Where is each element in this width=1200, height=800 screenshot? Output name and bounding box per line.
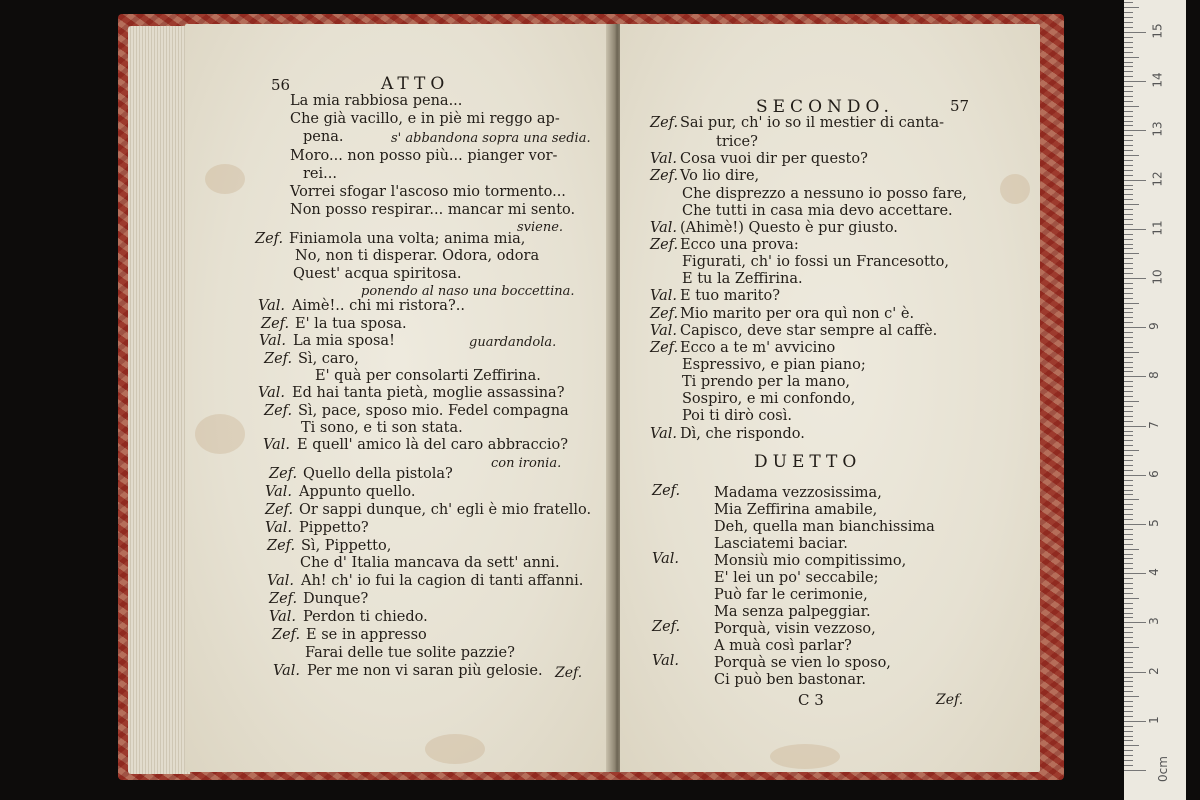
ruler-tick (1124, 362, 1133, 363)
ruler-tick (1124, 509, 1133, 510)
verse-line: E' la tua sposa. (295, 316, 407, 332)
verse-line: Che già vacillo, e in piè mi reggo ap- (290, 111, 560, 127)
left-page (185, 24, 611, 772)
ruler-tick (1124, 455, 1133, 456)
verse-line: Che d' Italia mancava da sett' anni. (300, 555, 560, 571)
ruler-tick (1124, 135, 1133, 136)
ruler-tick (1124, 731, 1133, 732)
ruler-tick (1124, 145, 1133, 146)
verse-line: Vorrei sfogar l'ascoso mio tormento... (290, 184, 566, 200)
ruler-tick (1124, 736, 1133, 737)
ruler-tick (1124, 386, 1133, 387)
ruler-label: 8 (1146, 371, 1161, 380)
ruler-tick (1124, 352, 1139, 353)
ruler-tick (1124, 504, 1133, 505)
ruler-tick (1124, 691, 1133, 692)
ruler-tick (1124, 140, 1133, 141)
ruler-tick (1124, 367, 1133, 368)
ruler-tick (1124, 558, 1133, 559)
ruler-tick (1124, 244, 1133, 245)
verse-line: Vo lio dire, (680, 168, 760, 184)
verse-line: trice? (716, 134, 758, 150)
ruler-tick (1124, 42, 1133, 43)
ruler-tick (1124, 101, 1133, 102)
ruler-tick (1124, 475, 1146, 476)
ruler-tick (1124, 47, 1133, 48)
verse-line: Finiamola una volta; anima mia, (289, 231, 526, 247)
verse-line: La mia sposa! (293, 333, 395, 349)
speaker-label: Val. (259, 333, 287, 349)
ruler-tick (1124, 263, 1133, 264)
verse-line: Monsiù mio compitissimo, (714, 553, 907, 569)
ruler-tick (1124, 308, 1133, 309)
ruler-tick (1124, 381, 1133, 382)
ruler-tick (1124, 322, 1133, 323)
stage-direction: guardandola. (469, 335, 557, 350)
ruler-tick (1124, 357, 1133, 358)
ruler-tick (1124, 288, 1133, 289)
ruler-tick (1124, 86, 1133, 87)
ruler-tick (1124, 347, 1133, 348)
stage-direction: ponendo al naso una boccettina. (361, 284, 575, 299)
verse-line: E quell' amico là del caro abbraccio? (297, 437, 568, 453)
ruler-tick (1124, 76, 1133, 77)
speaker-label: Zef. (650, 237, 679, 253)
ruler-label: 7 (1146, 420, 1161, 429)
speaker-label: Zef. (267, 538, 296, 554)
verse-line: E' lei un po' seccabile; (714, 570, 879, 586)
ruler-tick (1124, 681, 1133, 682)
ruler-tick (1124, 199, 1133, 200)
speaker-label: Zef. (650, 115, 679, 131)
ruler-label: 9 (1146, 322, 1161, 331)
ruler-label: 6 (1146, 469, 1161, 478)
verse-line: Può far le cerimonie, (714, 587, 868, 603)
speaker-label: Zef. (264, 403, 293, 419)
ruler-tick (1124, 278, 1146, 279)
ruler-tick (1124, 234, 1133, 235)
ruler-tick (1124, 524, 1146, 525)
ruler-tick (1124, 726, 1133, 727)
ruler-tick (1124, 652, 1133, 653)
stage-direction: sviene. (517, 220, 564, 235)
verse-line: Poi ti dirò così. (682, 408, 792, 424)
ruler-tick (1124, 740, 1133, 741)
ruler-tick (1124, 283, 1133, 284)
speaker-label: Zef. (650, 340, 679, 356)
speaker-label: Val. (650, 151, 678, 167)
ruler-tick (1124, 303, 1139, 304)
ruler-tick (1124, 598, 1139, 599)
ruler-tick (1124, 617, 1133, 618)
ruler-tick (1124, 539, 1133, 540)
ruler-tick (1124, 2, 1133, 3)
verse-line: Madama vezzosissima, (714, 485, 882, 501)
ruler-tick (1124, 716, 1133, 717)
stage-direction: con ironia. (491, 456, 562, 471)
verse-line: Ecco a te m' avvicino (680, 340, 836, 356)
verse-line: Sì, Pippetto, (301, 538, 392, 554)
ruler-tick (1124, 578, 1133, 579)
ruler-tick (1124, 52, 1133, 53)
speaker-label: Val. (652, 551, 680, 567)
ruler-tick (1124, 332, 1133, 333)
verse-line: Quello della pistola? (303, 466, 453, 482)
verse-line: Lasciatemi baciar. (714, 536, 848, 552)
ruler-tick (1124, 32, 1146, 33)
ruler-tick (1124, 258, 1133, 259)
ruler-label: 15 (1150, 23, 1165, 39)
ruler-tick (1124, 209, 1133, 210)
verse-line: Dì, che rispondo. (680, 426, 805, 442)
verse-line: E' quà per consolarti Zeffirina. (315, 368, 541, 384)
paper-stain (770, 744, 840, 769)
speaker-label: Val. (265, 484, 293, 500)
verse-line: Per me non vi saran più gelosie. (307, 663, 543, 679)
speaker-label: Zef. (255, 231, 284, 247)
ruler-label: 4 (1146, 568, 1161, 577)
ruler-tick (1124, 426, 1146, 427)
verse-line: Sospiro, e mi confondo, (682, 391, 856, 407)
ruler-tick (1124, 371, 1133, 372)
ruler-tick (1124, 672, 1146, 673)
speaker-label: Val. (650, 426, 678, 442)
ruler-tick (1124, 460, 1133, 461)
speaker-label: Val. (267, 573, 295, 589)
verse-line: Ti sono, e ti son stata. (301, 420, 463, 436)
verse-line: Ma senza palpeggiar. (714, 604, 871, 620)
ruler-tick (1124, 485, 1133, 486)
speaker-label: Val. (258, 385, 286, 401)
ruler-label: 10 (1150, 269, 1165, 285)
ruler-tick (1124, 185, 1133, 186)
verse-line: pena. (303, 129, 344, 145)
ruler-label: 14 (1150, 72, 1165, 88)
verse-line: Quest' acqua spiritosa. (293, 266, 462, 282)
ruler-tick (1124, 160, 1133, 161)
ruler-tick (1124, 445, 1133, 446)
ruler-tick (1124, 534, 1133, 535)
ruler-tick (1124, 416, 1133, 417)
ruler-tick (1124, 421, 1133, 422)
ruler-tick (1124, 268, 1133, 269)
verse-line: Deh, quella man bianchissima (714, 519, 935, 535)
ruler-tick (1124, 337, 1133, 338)
speaker-label: Val. (269, 609, 297, 625)
running-head: SECONDO. (756, 97, 894, 117)
page-number: 57 (950, 97, 970, 115)
ruler-tick (1124, 273, 1133, 274)
ruler-tick (1124, 401, 1139, 402)
section-title: DUETTO (754, 452, 862, 472)
ruler-tick (1124, 770, 1146, 771)
ruler-tick (1124, 494, 1133, 495)
ruler-tick (1124, 667, 1133, 668)
verse-line: A muà così parlar? (714, 638, 852, 654)
speaker-label: Val. (265, 520, 293, 536)
ruler-tick (1124, 81, 1146, 82)
ruler-tick (1124, 544, 1133, 545)
ruler-tick (1124, 622, 1146, 623)
ruler-tick (1124, 204, 1139, 205)
ruler-tick (1124, 111, 1133, 112)
ruler-tick (1124, 755, 1133, 756)
verse-line: Capisco, deve star sempre al caffè. (680, 323, 938, 339)
verse-line: Mia Zeffirina amabile, (714, 502, 878, 518)
ruler-tick (1124, 194, 1133, 195)
speaker-label: Zef. (650, 168, 679, 184)
ruler-tick (1124, 150, 1133, 151)
catchword: Zef. (936, 692, 964, 708)
ruler-tick (1124, 130, 1146, 131)
stage-direction: s' abbandona sopra una sedia. (391, 131, 591, 146)
ruler-tick (1124, 627, 1133, 628)
speaker-label: Val. (258, 298, 286, 314)
verse-line: Ti prendo per la mano, (682, 374, 851, 390)
ruler-tick (1124, 411, 1133, 412)
verse-line: Figurati, ch' io fossi un Francesotto, (682, 254, 949, 270)
ruler-tick (1124, 711, 1133, 712)
ruler-tick (1124, 391, 1133, 392)
ruler-tick (1124, 327, 1146, 328)
ruler-tick (1124, 549, 1139, 550)
ruler-tick (1124, 563, 1133, 564)
speaker-label: Zef. (269, 466, 298, 482)
ruler-label: 12 (1150, 170, 1165, 187)
verse-line: Ed hai tanta pietà, moglie assassina? (292, 385, 565, 401)
ruler-tick (1124, 465, 1133, 466)
ruler-tick (1124, 593, 1133, 594)
ruler-tick (1124, 470, 1133, 471)
verse-line: Porquà se vien lo sposo, (714, 655, 891, 671)
ruler-tick (1124, 613, 1133, 614)
ruler-tick (1124, 745, 1139, 746)
ruler-tick (1124, 677, 1133, 678)
ruler-label: 2 (1146, 666, 1161, 675)
ruler-tick (1124, 568, 1133, 569)
verse-line: Cosa vuoi dir per questo? (680, 151, 868, 167)
verse-line: Sai pur, ch' io so il mestier di canta- (680, 115, 945, 131)
speaker-label: Zef. (269, 591, 298, 607)
ruler-tick (1124, 180, 1146, 181)
right-page (620, 24, 1040, 772)
ruler-tick (1124, 12, 1133, 13)
ruler-tick (1124, 229, 1146, 230)
ruler-tick (1124, 7, 1139, 8)
speaker-label: Zef. (264, 351, 293, 367)
ruler-tick (1124, 293, 1133, 294)
ruler-tick (1124, 450, 1139, 451)
ruler-tick (1124, 657, 1133, 658)
verse-line: Sì, pace, sposo mio. Fedel compagna (298, 403, 569, 419)
verse-line: Non posso respirar... mancar mi sento. (290, 202, 576, 218)
verse-line: Che disprezzo a nessuno io posso fare, (682, 186, 967, 202)
ruler-tick (1124, 440, 1133, 441)
ruler-tick (1124, 224, 1133, 225)
ruler-tick (1124, 632, 1133, 633)
speaker-label: Zef. (265, 502, 294, 518)
ruler-tick (1124, 96, 1133, 97)
running-head: ATTO (381, 74, 450, 94)
measurement-ruler (1124, 0, 1186, 800)
verse-line: Pippetto? (299, 520, 369, 536)
ruler-tick (1124, 91, 1133, 92)
ruler-tick (1124, 588, 1133, 589)
ruler-tick (1124, 529, 1133, 530)
verse-line: Mio marito per ora quì non c' è. (680, 306, 915, 322)
ruler-tick (1124, 17, 1133, 18)
verse-line: Ecco una prova: (680, 237, 799, 253)
ruler-tick (1124, 298, 1133, 299)
ruler-tick (1124, 253, 1139, 254)
ruler-tick (1124, 662, 1133, 663)
verse-line: (Ahimè!) Questo è pur giusto. (680, 220, 898, 236)
ruler-label: 1 (1146, 715, 1161, 724)
ruler-tick (1124, 608, 1133, 609)
ruler-tick (1124, 396, 1133, 397)
verse-line: E tu la Zeffirina. (682, 271, 803, 287)
ruler-tick (1124, 155, 1139, 156)
ruler-tick (1124, 342, 1133, 343)
page-number: 56 (271, 76, 291, 94)
ruler-tick (1124, 57, 1139, 58)
verse-line: Or sappi dunque, ch' egli è mio fratello. (299, 502, 592, 518)
ruler-tick (1124, 214, 1133, 215)
paper-stain (1000, 174, 1030, 204)
ruler-tick (1124, 706, 1133, 707)
ruler-tick (1124, 189, 1133, 190)
paper-stain (205, 164, 245, 194)
ruler-tick (1124, 514, 1133, 515)
ruler-tick (1124, 376, 1146, 377)
ruler-tick (1124, 431, 1133, 432)
ruler-tick (1124, 499, 1139, 500)
verse-line: Perdon ti chiedo. (303, 609, 428, 625)
ruler-tick (1124, 750, 1133, 751)
verse-line: Moro... non posso più... pianger vor- (290, 148, 558, 164)
ruler-tick (1124, 480, 1133, 481)
ruler-tick (1124, 106, 1139, 107)
ruler-label: 0cm (1155, 756, 1170, 782)
ruler-tick (1124, 603, 1133, 604)
ruler-label: 13 (1150, 121, 1165, 138)
verse-line: Che tutti in casa mia devo accettare. (682, 203, 953, 219)
ruler-tick (1124, 71, 1133, 72)
ruler-tick (1124, 22, 1133, 23)
ruler-tick (1124, 62, 1133, 63)
ruler-tick (1124, 686, 1133, 687)
ruler-tick (1124, 121, 1133, 122)
ruler-tick (1124, 760, 1133, 761)
ruler-tick (1124, 66, 1133, 67)
speaker-label: Zef. (272, 627, 301, 643)
ruler-label: 5 (1146, 519, 1161, 527)
verse-line: rei... (303, 166, 337, 182)
ruler-tick (1124, 554, 1133, 555)
verse-line: Espressivo, e pian piano; (682, 357, 866, 373)
speaker-label: Val. (263, 437, 291, 453)
speaker-label: Zef. (261, 316, 290, 332)
ruler-tick (1124, 435, 1133, 436)
ruler-label: 11 (1150, 220, 1165, 236)
speaker-label: Val. (652, 653, 680, 669)
speaker-label: Zef. (652, 619, 681, 635)
verse-line: E tuo marito? (680, 288, 780, 304)
ruler-tick (1124, 175, 1133, 176)
ruler-tick (1124, 248, 1133, 249)
ruler-label: 3 (1146, 617, 1161, 626)
ruler-tick (1124, 696, 1139, 697)
page-block-edge (128, 26, 190, 774)
ruler-tick (1124, 312, 1133, 313)
ruler-tick (1124, 219, 1133, 220)
ruler-tick (1124, 27, 1133, 28)
signature-mark: C 3 (798, 691, 824, 709)
verse-line: Ah! ch' io fui la cagion di tanti affanni. (301, 573, 584, 589)
verse-line: No, non ti disperar. Odora, odora (295, 248, 540, 264)
verse-line: Ci può ben bastonar. (714, 672, 866, 688)
ruler-tick (1124, 701, 1133, 702)
speaker-label: Zef. (652, 483, 681, 499)
verse-line: Sì, caro, (298, 351, 359, 367)
speaker-label: Val. (650, 288, 678, 304)
verse-line: E se in appresso (306, 627, 427, 643)
ruler-tick (1124, 647, 1139, 648)
ruler-tick (1124, 573, 1146, 574)
verse-line: Porquà, visin vezzoso, (714, 621, 876, 637)
ruler-tick (1124, 317, 1133, 318)
ruler-tick (1124, 116, 1133, 117)
ruler-tick (1124, 490, 1133, 491)
ruler-tick (1124, 583, 1133, 584)
verse-line: La mia rabbiosa pena... (290, 93, 463, 109)
ruler-tick (1124, 170, 1133, 171)
ruler-tick (1124, 165, 1133, 166)
ruler-tick (1124, 125, 1133, 126)
speaker-label: Zef. (650, 306, 679, 322)
ruler-tick (1124, 765, 1133, 766)
verse-line: Aimè!.. chi mi ristora?.. (292, 298, 465, 314)
speaker-label: Val. (650, 220, 678, 236)
ruler-tick (1124, 721, 1146, 722)
paper-stain (425, 734, 485, 764)
verse-line: Dunque? (303, 591, 369, 607)
speaker-label: Val. (273, 663, 301, 679)
ruler-tick (1124, 239, 1133, 240)
verse-line: Appunto quello. (299, 484, 416, 500)
verse-line: Farai delle tue solite pazzie? (305, 645, 515, 661)
paper-stain (195, 414, 245, 454)
ruler-tick (1124, 519, 1133, 520)
catchword: Zef. (555, 665, 583, 681)
ruler-tick (1124, 642, 1133, 643)
ruler-tick (1124, 37, 1133, 38)
speaker-label: Val. (650, 323, 678, 339)
ruler-tick (1124, 637, 1133, 638)
ruler-tick (1124, 406, 1133, 407)
